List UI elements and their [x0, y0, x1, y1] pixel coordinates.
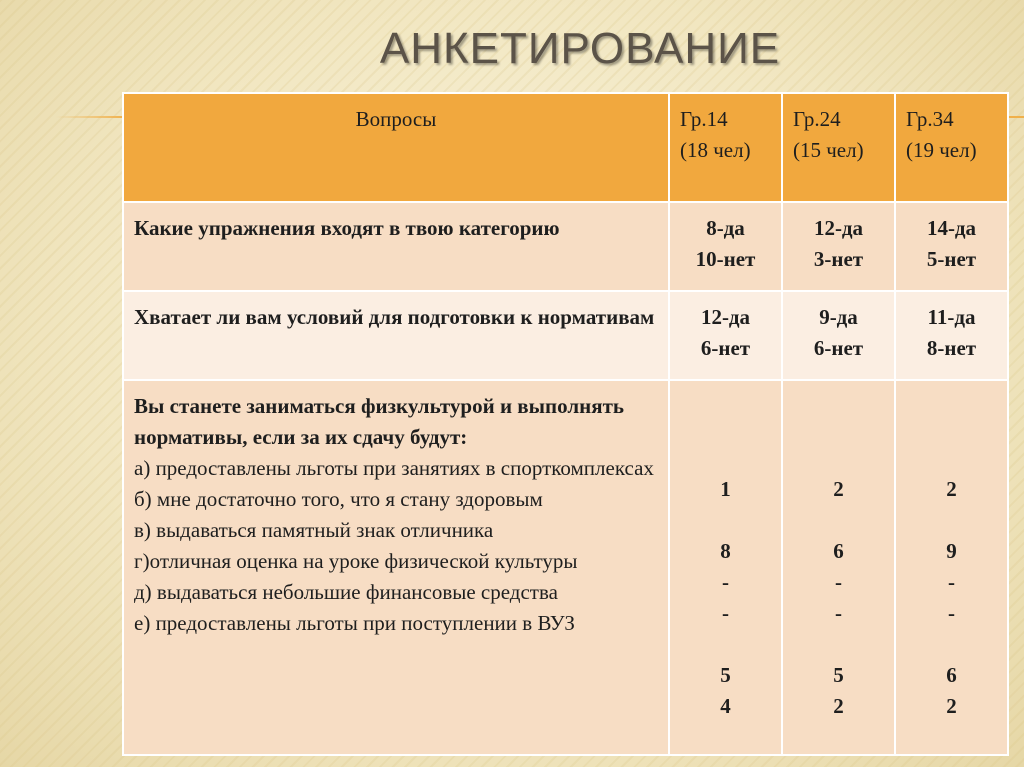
- group-count: (18 чел): [680, 138, 751, 162]
- answer-value: 8: [720, 539, 731, 563]
- answer-value: -: [722, 570, 729, 594]
- answer-value: 2: [946, 477, 957, 501]
- question-cell: [123, 202, 669, 291]
- option-c: в) выдаваться памятный знак отличника: [134, 518, 494, 542]
- answer-value: [671, 505, 780, 536]
- answer-cell: [669, 291, 782, 380]
- survey-table: [122, 92, 1009, 756]
- answer-value: 10-нет: [695, 247, 756, 271]
- answer-value: 9-да: [819, 305, 858, 329]
- answer-value: 6-нет: [700, 336, 751, 360]
- answer-cell: [782, 380, 895, 755]
- option-d: г)отличная оценка на уроке физической культуры: [134, 549, 578, 573]
- answer-value: 5: [833, 663, 844, 687]
- slide-title: АНКЕТИРОВАНИЕ: [379, 24, 781, 73]
- answer-cell: [669, 380, 782, 755]
- header-group-14: [669, 93, 782, 202]
- group-name: Гр.34: [906, 107, 954, 131]
- table-row: [123, 380, 1008, 755]
- answer-value: 9: [946, 539, 957, 563]
- answer-value: 6: [833, 539, 844, 563]
- answer-value: 8-нет: [926, 336, 977, 360]
- question-text: Хватает ли вам условий для подготовки к нормативам: [134, 305, 655, 329]
- answer-value: 2: [833, 477, 844, 501]
- answer-value: -: [835, 601, 842, 625]
- header-group-24: [782, 93, 895, 202]
- answer-cell: [895, 202, 1008, 291]
- answer-value: 2: [833, 694, 844, 718]
- answer-value: 12-да: [813, 216, 864, 240]
- answer-value: -: [835, 570, 842, 594]
- question-text: Какие упражнения входят в твою категорию: [134, 216, 560, 240]
- answer-value: [897, 505, 1006, 536]
- answer-value: -: [948, 570, 955, 594]
- option-a: а) предоставлены льготы при занятиях в спорткомплексах: [134, 456, 654, 480]
- decorative-line-left: [56, 116, 126, 118]
- answer-value: [784, 629, 893, 660]
- table-header-row: [123, 93, 1008, 202]
- table-row: [123, 291, 1008, 380]
- option-b: б) мне достаточно того, что я стану здоровым: [134, 487, 543, 511]
- question-cell: [123, 380, 669, 755]
- group-name: Гр.24: [793, 107, 841, 131]
- answer-cell: [782, 202, 895, 291]
- answer-value: 6-нет: [813, 336, 864, 360]
- answer-cell: [895, 380, 1008, 755]
- answer-value: -: [948, 601, 955, 625]
- answer-cell: [669, 202, 782, 291]
- answer-value: 3-нет: [813, 247, 864, 271]
- answer-value: 5-нет: [926, 247, 977, 271]
- answer-value: 12-да: [700, 305, 751, 329]
- question-cell: [123, 291, 669, 380]
- group-count: (15 чел): [793, 138, 864, 162]
- answer-value: 6: [946, 663, 957, 687]
- answer-value: [671, 629, 780, 660]
- answer-value: 1: [720, 477, 731, 501]
- answer-value: 14-да: [926, 216, 977, 240]
- group-count: (19 чел): [906, 138, 977, 162]
- question-text: Вы станете заниматься физкультурой и выполнять нормативы, если за их сдачу будут:: [134, 394, 625, 449]
- option-f: е) предоставлены льготы при поступлении в ВУЗ: [134, 611, 575, 635]
- answer-cell: [895, 291, 1008, 380]
- answer-value: -: [722, 601, 729, 625]
- answer-value: 8-да: [706, 216, 745, 240]
- header-questions: Вопросы: [123, 93, 669, 202]
- answer-cell: [782, 291, 895, 380]
- answer-value: [897, 629, 1006, 660]
- answer-value: 11-да: [927, 305, 976, 329]
- answer-value: 4: [720, 694, 731, 718]
- option-e: д) выдаваться небольшие финансовые средства: [134, 580, 558, 604]
- table-row: [123, 202, 1008, 291]
- answer-value: 2: [946, 694, 957, 718]
- header-group-34: [895, 93, 1008, 202]
- answer-value: 5: [720, 663, 731, 687]
- group-name: Гр.14: [680, 107, 728, 131]
- answer-value: [784, 505, 893, 536]
